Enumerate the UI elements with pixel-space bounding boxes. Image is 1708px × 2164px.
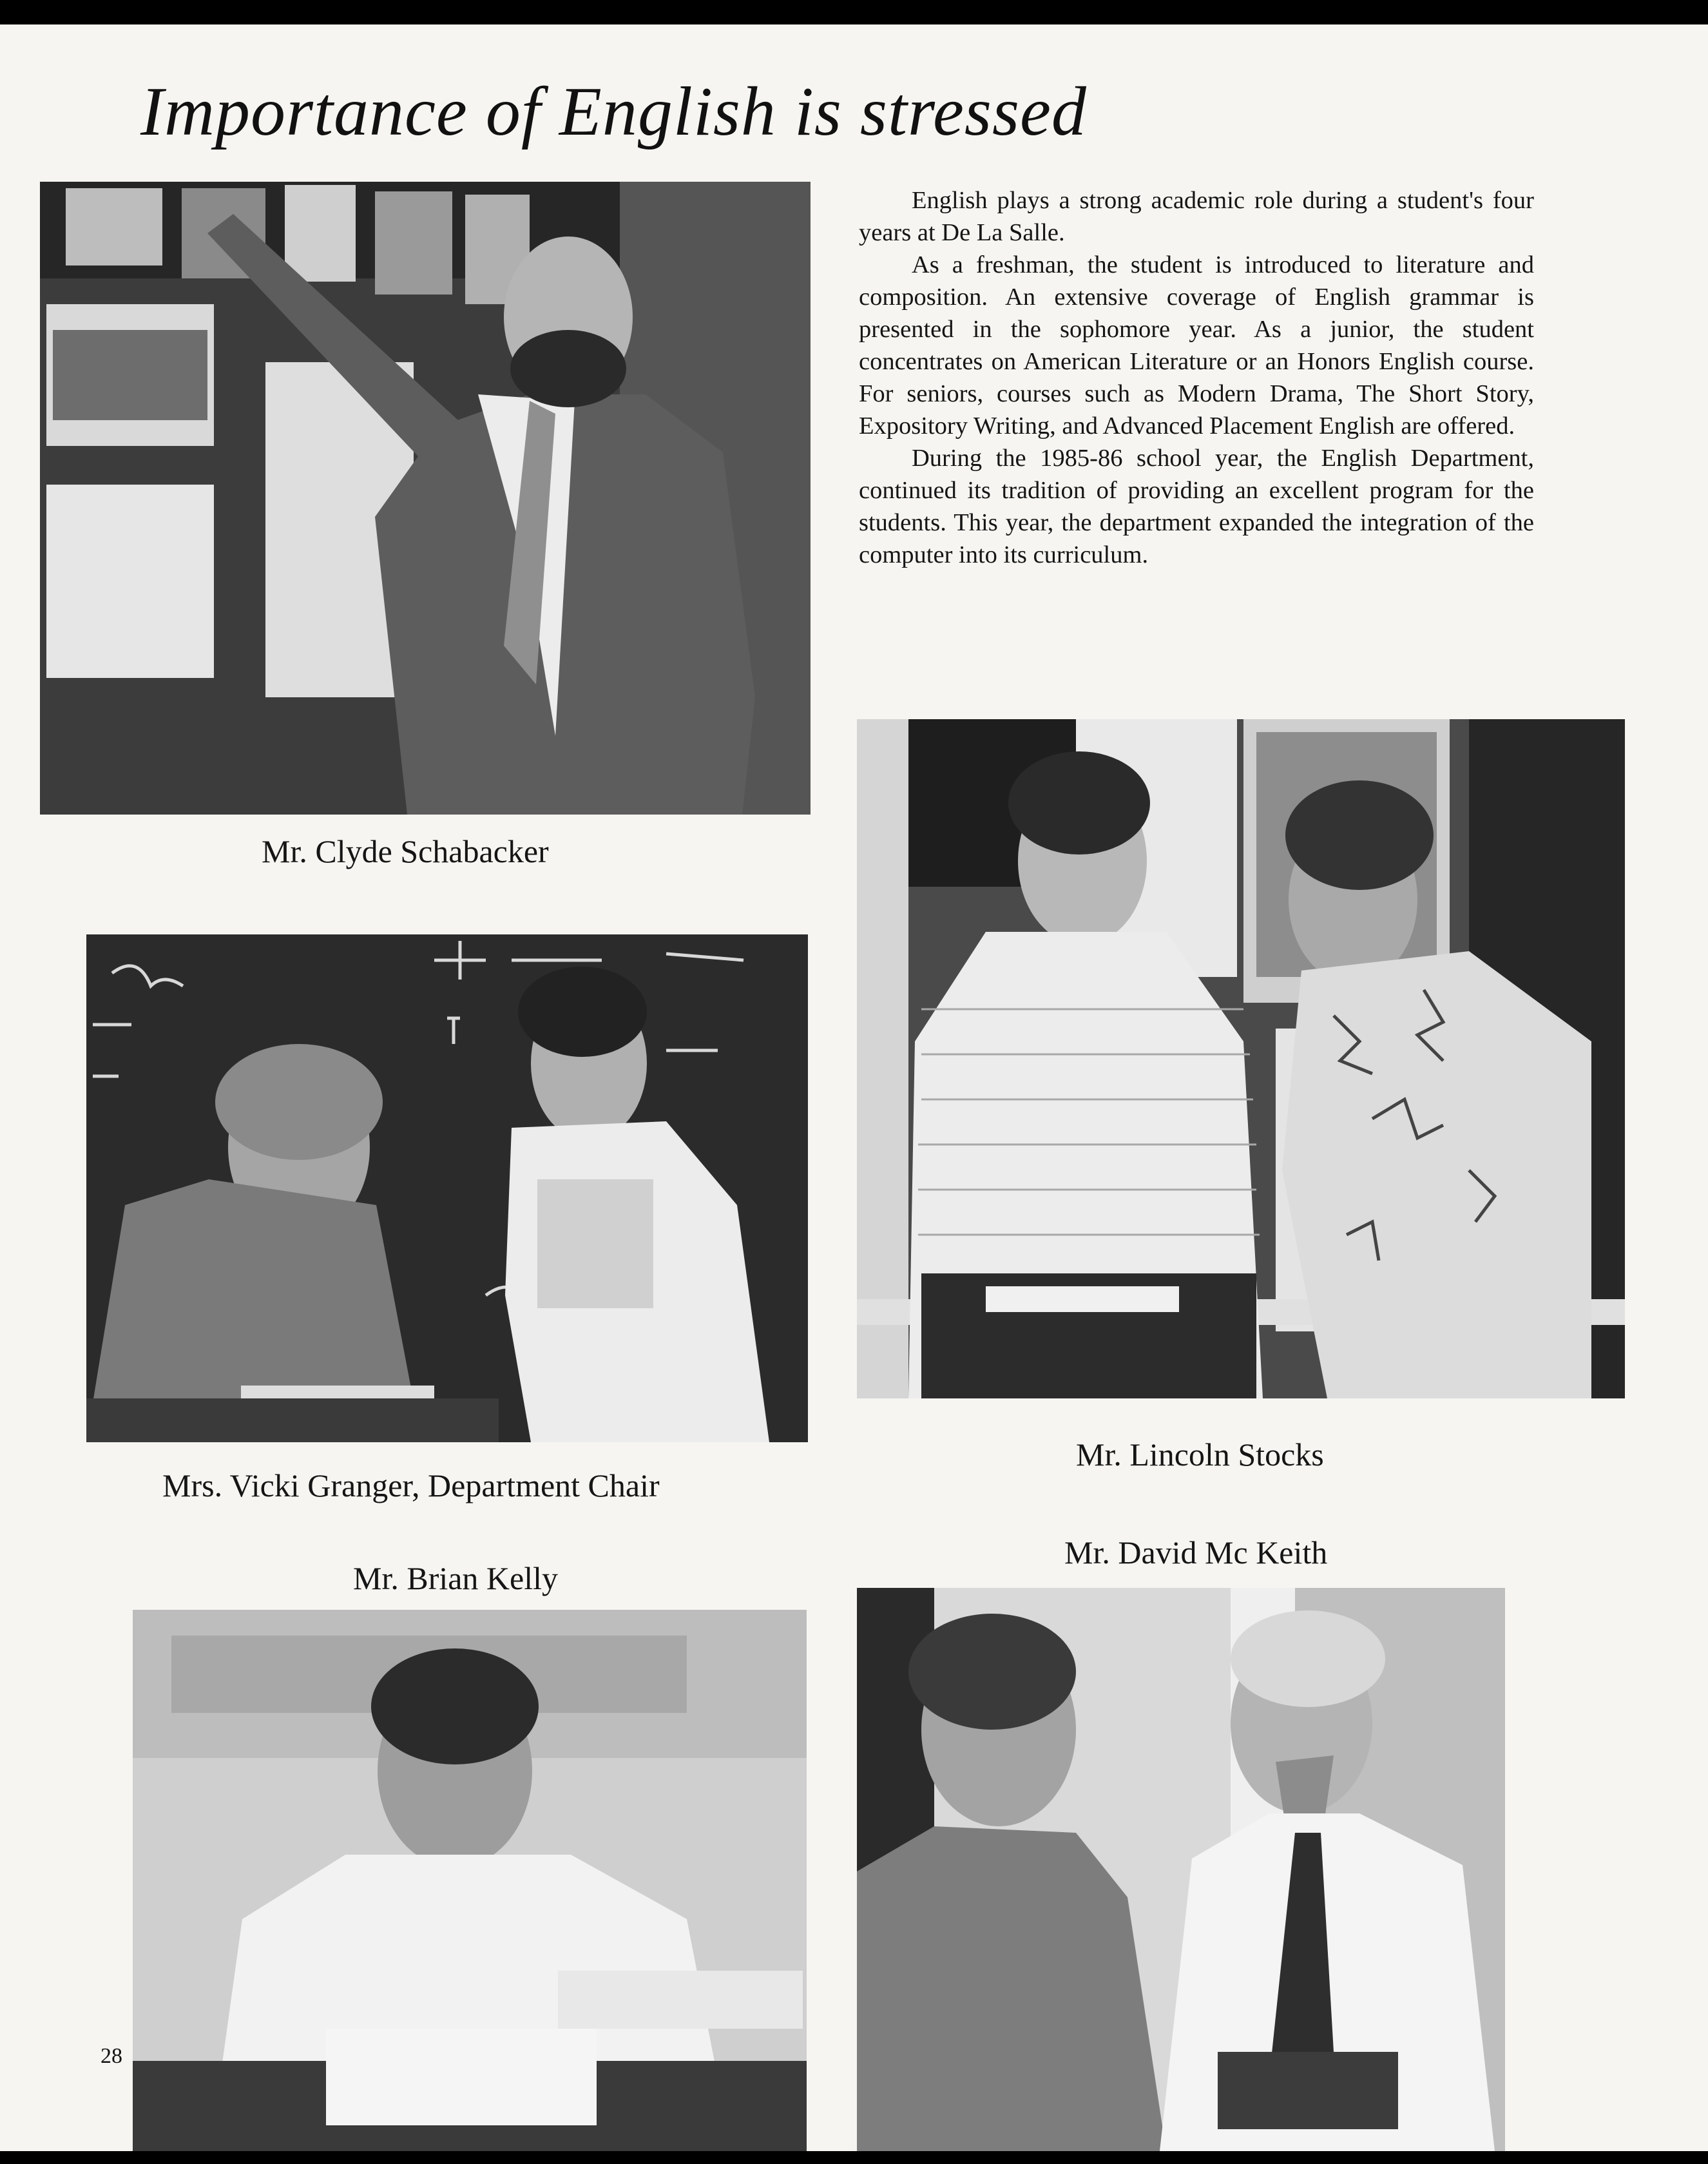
page-headline: Importance of English is stressed <box>140 73 1087 150</box>
photo-david-mckeith <box>857 1588 1505 2151</box>
article-body <box>859 184 1534 571</box>
caption-mckeith: Mr. David Mc Keith <box>1064 1534 1328 1570</box>
yearbook-page <box>0 24 1708 2151</box>
caption-schabacker: Mr. Clyde Schabacker <box>262 833 549 869</box>
page-number: 28 <box>101 2044 122 2068</box>
caption-granger: Mrs. Vicki Granger, Department Chair <box>162 1467 660 1503</box>
body-paragraph: As a freshman, the student is introduced to literature and composition. An extensive coverage of English grammar is presented in the sophomore year. As a junior, the student concentrates on American Literature or an Honors English course. For seniors, courses such as Modern Drama, The Short Story, Expository Writing, and Advanced Placement English are offered. <box>859 251 1534 440</box>
body-paragraph: English plays a strong academic role during a student's four years at De La Salle. <box>859 187 1534 246</box>
body-paragraph: During the 1985-86 school year, the English Department, continued its tradition of providing an excellent program for the students. This year, the department expanded the integration of the computer into its curriculum. <box>859 445 1534 568</box>
photo-vicki-granger <box>86 934 808 1442</box>
photo-brian-kelly <box>133 1610 807 2151</box>
photo-lincoln-stocks <box>857 719 1625 1398</box>
photo-clyde-schabacker <box>40 182 811 815</box>
caption-stocks: Mr. Lincoln Stocks <box>1076 1436 1324 1473</box>
caption-kelly: Mr. Brian Kelly <box>353 1560 559 1596</box>
